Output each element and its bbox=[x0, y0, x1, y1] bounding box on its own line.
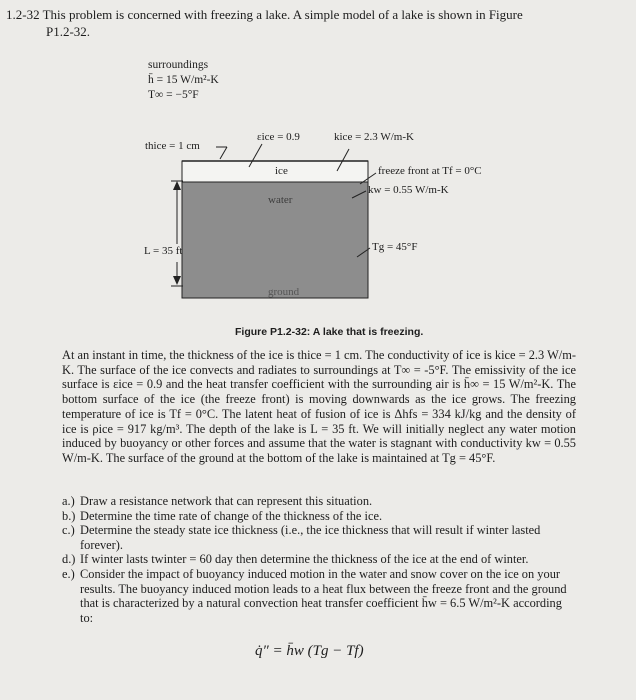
question-text: If winter lasts twinter = 60 day then determine the thickness of the ice at the end of winter. bbox=[80, 552, 529, 567]
description-paragraph: At an instant in time, the thickness of the ice is thice = 1 cm. The conductivity of ice is kice = 2.3 W/m-K. The surface of the ice convects and radiates to surroundings at T∞ = -5°F. The emissivity of the ice surface is εice = 0.9 and the heat transfer coefficient with the surrounding air is h̄∞ = 15 W/m²-K. The bottom surface of the ice (the freeze front) is moving downwards as the ice grows. The freezing temperature of ice is Tf = 0°C. The latent heat of fusion of ice is Δhfs = 334 kJ/kg and the density of ice is ρice = 917 kg/m³. The depth of the lake is L = 35 ft. We will initially neglect any water motion induced by buoyancy or other forces and assume that the water is stagnant with conductivity kw = 0.55 W/m-K. The surface of the ground at the bottom of the lake is maintained at Tg = 45°F. bbox=[62, 348, 576, 465]
ground-region-label: ground bbox=[268, 286, 300, 298]
problem-description bbox=[62, 348, 576, 466]
question-list bbox=[62, 494, 578, 625]
freeze-front-label: freeze front at Tf = 0°C bbox=[378, 165, 482, 177]
water-region-label: water bbox=[268, 194, 293, 206]
question-text: Determine the time rate of change of the thickness of the ice. bbox=[80, 508, 383, 523]
question-item bbox=[62, 509, 578, 524]
figure-caption: Figure P1.2-32: A lake that is freezing. bbox=[235, 326, 424, 338]
question-text: Consider the impact of buoyancy induced motion in the water and snow cover on the ice on your results. The buoyancy induced motion leads to a heat flux between the freeze front and the ground that is characterized by a natural convection heat transfer coefficient h̄w = 6.5 W/m²-K according to: bbox=[80, 566, 567, 625]
question-item bbox=[62, 567, 578, 625]
question-item bbox=[62, 552, 578, 567]
question-text: Determine the steady state ice thickness (i.e., the ice thickness that will result if winter lasted forever). bbox=[80, 523, 541, 552]
k-ice-label: kice = 2.3 W/m-K bbox=[334, 131, 414, 143]
ice-thickness-label: thice = 1 cm bbox=[145, 140, 200, 152]
ice-region-label: ice bbox=[275, 165, 288, 177]
water-conductivity-label: kw = 0.55 W/m-K bbox=[368, 184, 449, 196]
heat-flux-equation: q̇″ = h̄w (Tg − Tf) bbox=[255, 643, 364, 659]
lake-depth-label: L = 35 ft bbox=[144, 245, 183, 257]
question-label: a.) bbox=[62, 494, 75, 508]
surroundings-t-label: T∞ = −5°F bbox=[148, 89, 199, 101]
question-label: b.) bbox=[62, 508, 76, 523]
surroundings-title: surroundings bbox=[148, 59, 209, 71]
header-line-2: P1.2-32. bbox=[46, 24, 91, 39]
lake-figure bbox=[0, 0, 636, 340]
epsilon-ice-label: εice = 0.9 bbox=[257, 131, 300, 143]
question-label: d.) bbox=[62, 552, 76, 567]
ground-temperature-label: Tg = 45°F bbox=[372, 241, 418, 253]
question-label: c.) bbox=[62, 523, 75, 538]
header-line-1: 1.2-32 This problem is concerned with freezing a lake. A simple model of a lake is shown in Figure bbox=[6, 7, 523, 22]
question-text: Draw a resistance network that can represent this situation. bbox=[80, 494, 373, 508]
question-item bbox=[62, 494, 578, 509]
question-label: e.) bbox=[62, 566, 75, 581]
question-item bbox=[62, 523, 578, 552]
surroundings-h-label: h̄ = 15 W/m²-K bbox=[148, 74, 219, 86]
